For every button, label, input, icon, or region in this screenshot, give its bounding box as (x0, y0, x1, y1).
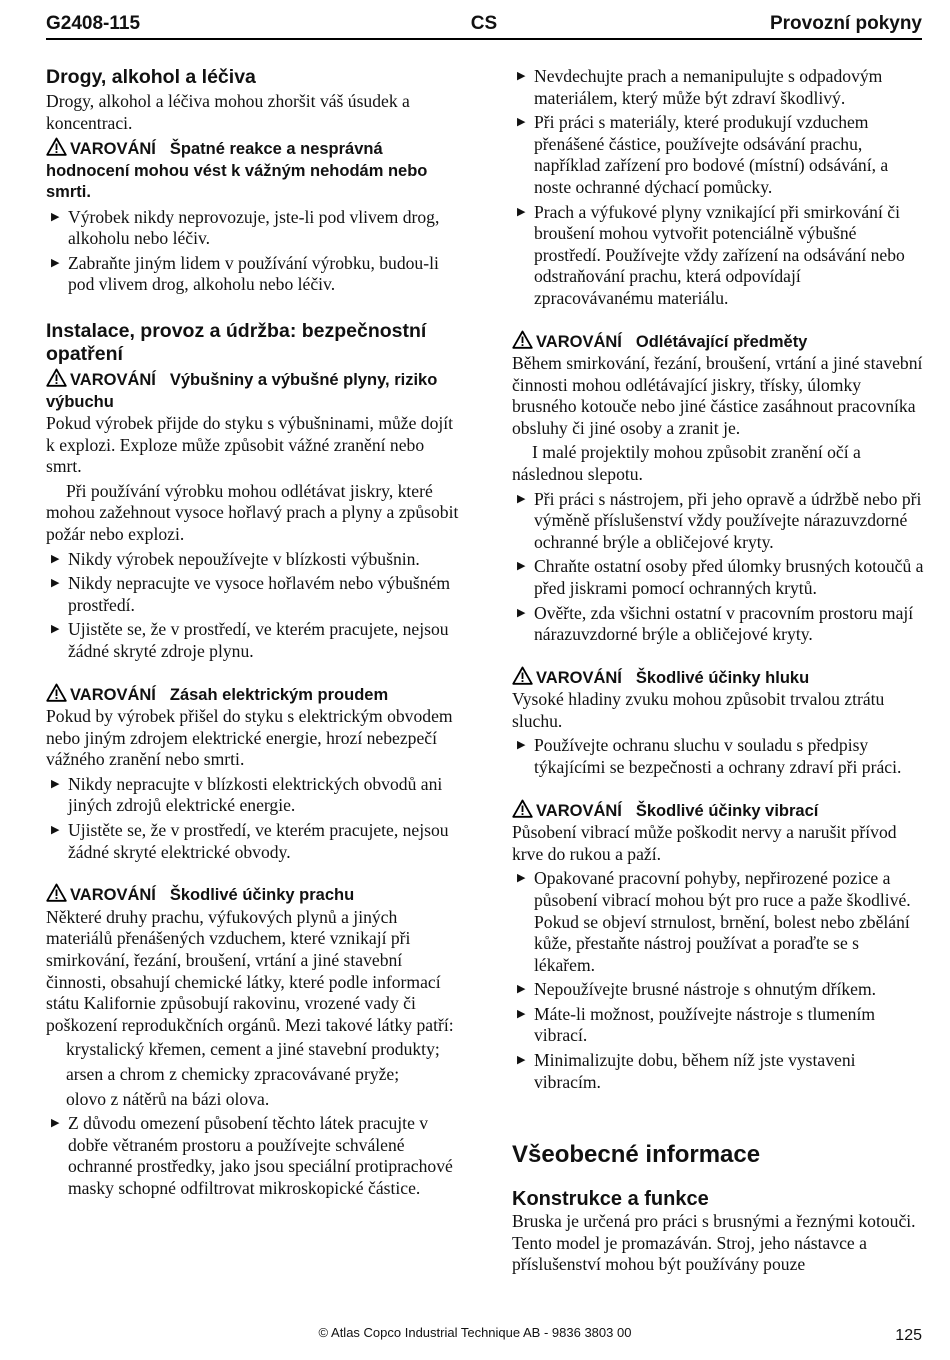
list-item-text: Při práci s materiály, které produkují vzduchem přenášené částice, používejte odsávání prachu, například zařízení pro bodové (místní) odsávání, a noste ochranné dýchací pomůcky. (534, 112, 889, 197)
paragraph: Vysoké hladiny zvuku mohou způsobit trvalou ztrátu sluchu. (512, 689, 885, 731)
substance-item: arsen a chrom z chemicky zpracovávané pryže; (66, 1063, 400, 1084)
right-column (512, 66, 924, 1276)
bullet-arrow-icon: ▶ (517, 1054, 526, 1067)
substance-item: krystalický křemen, cement a jiné stavební produkty; (66, 1039, 440, 1060)
list-item (512, 1050, 924, 1093)
list-item-text: Prach a výfukové plyny vznikající při smirkování či broušení mohou vytvořit potenciálně výbušné prostředí. Používejte vždy zařízení na odsávání nebo odstraňování prachu, která odpovídají zpracovávanému materiálu. (534, 201, 905, 308)
list-item-text: Nikdy výrobek nepoužívejte v blízkosti výbušnin. (68, 548, 420, 569)
bullet-arrow-icon: ▶ (517, 492, 526, 505)
list-item-text: Nepoužívejte brusné nástroje s ohnutým dříkem. (534, 979, 877, 1000)
warning-text: Škodlivé účinky vibrací (635, 801, 819, 820)
section-title-install: Instalace, provoz a údržba: bezpečnostní opatření (46, 320, 427, 366)
warning-label: VAROVÁNÍ (536, 801, 622, 820)
list-item (46, 774, 461, 817)
warning-text: Špatné reakce a nesprávná hodnocení mohou vést k vážným nehodám nebo smrti. (46, 140, 428, 202)
bullet-list (512, 489, 924, 646)
list-item (512, 979, 924, 1001)
warning-triangle-icon (46, 683, 67, 702)
bullet-arrow-icon: ▶ (517, 116, 526, 129)
list-item (46, 820, 461, 863)
list-item-text: Ověřte, zda všichni ostatní v pracovním prostoru mají nárazuvzdorné brýle a obličejové kryty. (534, 602, 914, 645)
warning-triangle-icon (512, 330, 533, 349)
warning-triangle-icon (46, 883, 67, 902)
warning-text: Odlétávající předměty (635, 332, 808, 351)
warning-heading (512, 330, 924, 354)
list-item-text: Chraňte ostatní osoby před úlomky brusných kotoučů a před jiskrami pomocí ochranných krytů. (534, 556, 924, 598)
list-item (512, 202, 924, 310)
list-item-text: Nikdy nepracujte ve vysoce hořlavém nebo výbušném prostředí. (68, 573, 451, 615)
bullet-list (46, 549, 461, 663)
list-item-text: Používejte ochranu sluchu v souladu s předpisy týkajícími se bezpečnosti a ochrany zdraví při práci. (534, 735, 902, 778)
bullet-arrow-icon: ▶ (517, 872, 526, 885)
bullet-arrow-icon: ▶ (51, 824, 60, 837)
list-item (46, 549, 461, 571)
bullet-arrow-icon: ▶ (51, 623, 60, 636)
list-item (512, 1004, 924, 1047)
page-header (46, 10, 922, 40)
warning-label: VAROVÁNÍ (70, 685, 156, 704)
list-item (512, 868, 924, 976)
warning-label: VAROVÁNÍ (70, 886, 156, 905)
paragraph: Bruska je určená pro práci s brusnými a řeznými kotouči. Tento model je promazáván. Stroj, jeho nástavce a příslušenství mohou být používány pouze (512, 1211, 916, 1275)
paragraph: Působení vibrací může poškodit nervy a narušit přívod krve do rukou a paží. (512, 822, 897, 864)
warning-text: Zásah elektrickým proudem (169, 685, 389, 704)
list-item-text: Při práci s nástrojem, při jeho opravě a údržbě nebo při výměně příslušenství vždy používejte nárazuvzdorné ochranné brýle a obličejové kryty. (534, 488, 922, 552)
list-item-text: Nevdechujte prach a nemanipulujte s odpadovým materiálem, který může být zdraví škodlivý. (534, 66, 883, 108)
copyright: © Atlas Copco Industrial Technique AB - 9836 3803 00 (318, 1325, 632, 1340)
substance-item: olovo z nátěrů na bázi olova. (66, 1088, 270, 1109)
paragraph: Některé druhy prachu, výfukových plynů a jiných materiálů přenášených vzduchem, které vznikají při smirkování, řezání, broušení, vrtání a jiné stavební činnosti, obsahují chemické látky, které podle informací státu Kalifornie způsobují rakovinu, vrozené vady či poškození reprodukčních orgánů. Mezi takové látky patří: (46, 906, 454, 1035)
doc-code: G2408-115 (46, 13, 141, 34)
list-item-text: Z důvodu omezení působení těchto látek pracujte v dobře větraném prostoru a používejte schválené ochranné prostředky, jako jsou speciální protiprachové masky schopné odfiltrovat mikroskopické částice. (68, 1113, 453, 1198)
warning-heading (512, 666, 924, 690)
bullet-list (512, 66, 924, 310)
list-item-text: Zabraňte jiným lidem v používání výrobku, budou-li pod vlivem drog, alkoholu nebo léčiv. (68, 252, 439, 295)
paragraph: Drogy, alkohol a léčiva mohou zhoršit váš úsudek a koncentraci. (46, 91, 410, 133)
warning-heading (512, 799, 924, 823)
list-item (512, 603, 924, 646)
bullet-list (46, 774, 461, 863)
bullet-list (512, 868, 924, 1093)
bullet-list (46, 1113, 461, 1199)
language-code: CS (470, 13, 498, 34)
warning-heading (46, 137, 461, 204)
list-item (46, 253, 461, 296)
subsection-title-design: Konstrukce a funkce (512, 1188, 709, 1211)
paragraph: Při používání výrobku mohou odlétávat jiskry, které mohou zažehnout vysoce hořlavý prach a plyny a způsobit požár nebo explozi. (46, 480, 459, 545)
page-number: 125 (895, 1327, 922, 1344)
bullet-arrow-icon: ▶ (517, 205, 526, 218)
left-column (46, 66, 461, 1199)
bullet-arrow-icon: ▶ (517, 70, 526, 82)
warning-label: VAROVÁNÍ (536, 668, 622, 687)
list-item (512, 66, 924, 109)
warning-text: Výbušniny a výbušné plyny, riziko výbuchu (46, 371, 438, 411)
paragraph: I malé projektily mohou způsobit zranění očí a následnou slepotu. (512, 442, 861, 484)
bullet-arrow-icon: ▶ (51, 1117, 60, 1130)
bullet-arrow-icon: ▶ (517, 1007, 526, 1020)
list-item-text: Máte-li možnost, používejte nástroje s tlumením vibrací. (534, 1003, 876, 1046)
warning-triangle-icon (46, 368, 67, 387)
section-title-general: Všeobecné informace (512, 1141, 761, 1169)
bullet-list (512, 735, 924, 778)
list-item (46, 1113, 461, 1199)
bullet-arrow-icon: ▶ (517, 606, 526, 619)
bullet-arrow-icon: ▶ (51, 777, 60, 790)
paragraph: Pokud výrobek přijde do styku s výbušninami, může dojít k explozi. Exploze může způsobit vážné zranění nebo smrt. (46, 413, 454, 477)
warning-triangle-icon (512, 799, 533, 818)
bullet-arrow-icon: ▶ (517, 983, 526, 996)
section-title-drugs: Drogy, alkohol a léčiva (46, 66, 256, 88)
bullet-arrow-icon: ▶ (51, 552, 60, 565)
list-item-text: Nikdy nepracujte v blízkosti elektrických obvodů ani jiných zdrojů elektrické energie. (68, 773, 443, 816)
warning-label: VAROVÁNÍ (536, 332, 622, 351)
warning-label: VAROVÁNÍ (70, 140, 156, 159)
bullet-arrow-icon: ▶ (517, 739, 526, 752)
list-item-text: Výrobek nikdy neprovozuje, jste-li pod vlivem drog, alkoholu nebo léčiv. (68, 206, 440, 249)
list-item-text: Ujistěte se, že v prostředí, ve kterém pracujete, nejsou žádné skryté zdroje plynu. (68, 619, 449, 661)
paragraph: Pokud by výrobek přišel do styku s elektrickým obvodem nebo jiným zdrojem elektrické energie, hrozí nebezpečí vážného zranění nebo smrti. (46, 706, 453, 770)
list-item-text: Minimalizujte dobu, během níž jste vystaveni vibracím. (534, 1050, 856, 1092)
warning-heading (46, 683, 461, 707)
list-item (512, 489, 924, 554)
warning-label: VAROVÁNÍ (70, 371, 156, 390)
bullet-arrow-icon: ▶ (51, 256, 60, 269)
warning-triangle-icon (46, 137, 67, 156)
bullet-arrow-icon: ▶ (517, 560, 526, 573)
bullet-arrow-icon: ▶ (51, 577, 60, 590)
list-item-text: Opakované pracovní pohyby, nepřirozené pozice a působení vibrací mohou být pro ruce a paže škodlivé. Pokud se objeví strnulost, brnění, bolest nebo zbělání kůže, přestaňte nástroj používat a poraďte se s lékařem. (534, 868, 911, 975)
paragraph: Během smirkování, řezání, broušení, vrtání a jiné stavební činnosti mohou odlétávající jiskry, třísky, úlomky brusného kotouče nebo jiné částice zasáhnout pracovníka obsluhy či jiné osoby a zranit je. (512, 353, 923, 438)
warning-triangle-icon (512, 666, 533, 685)
list-item (512, 112, 924, 198)
list-item (46, 207, 461, 250)
warning-heading (46, 368, 461, 413)
bullet-list (46, 207, 461, 296)
warning-text: Škodlivé účinky prachu (169, 886, 355, 905)
list-item (46, 619, 461, 662)
bullet-arrow-icon: ▶ (51, 210, 60, 223)
warning-text: Škodlivé účinky hluku (635, 668, 810, 687)
list-item-text: Ujistěte se, že v prostředí, ve kterém pracujete, nejsou žádné skryté elektrické obvody. (68, 820, 449, 862)
list-item (512, 735, 924, 778)
warning-heading (46, 883, 461, 907)
doc-title: Provozní pokyny (769, 13, 922, 34)
list-item (512, 556, 924, 599)
list-item (46, 573, 461, 616)
